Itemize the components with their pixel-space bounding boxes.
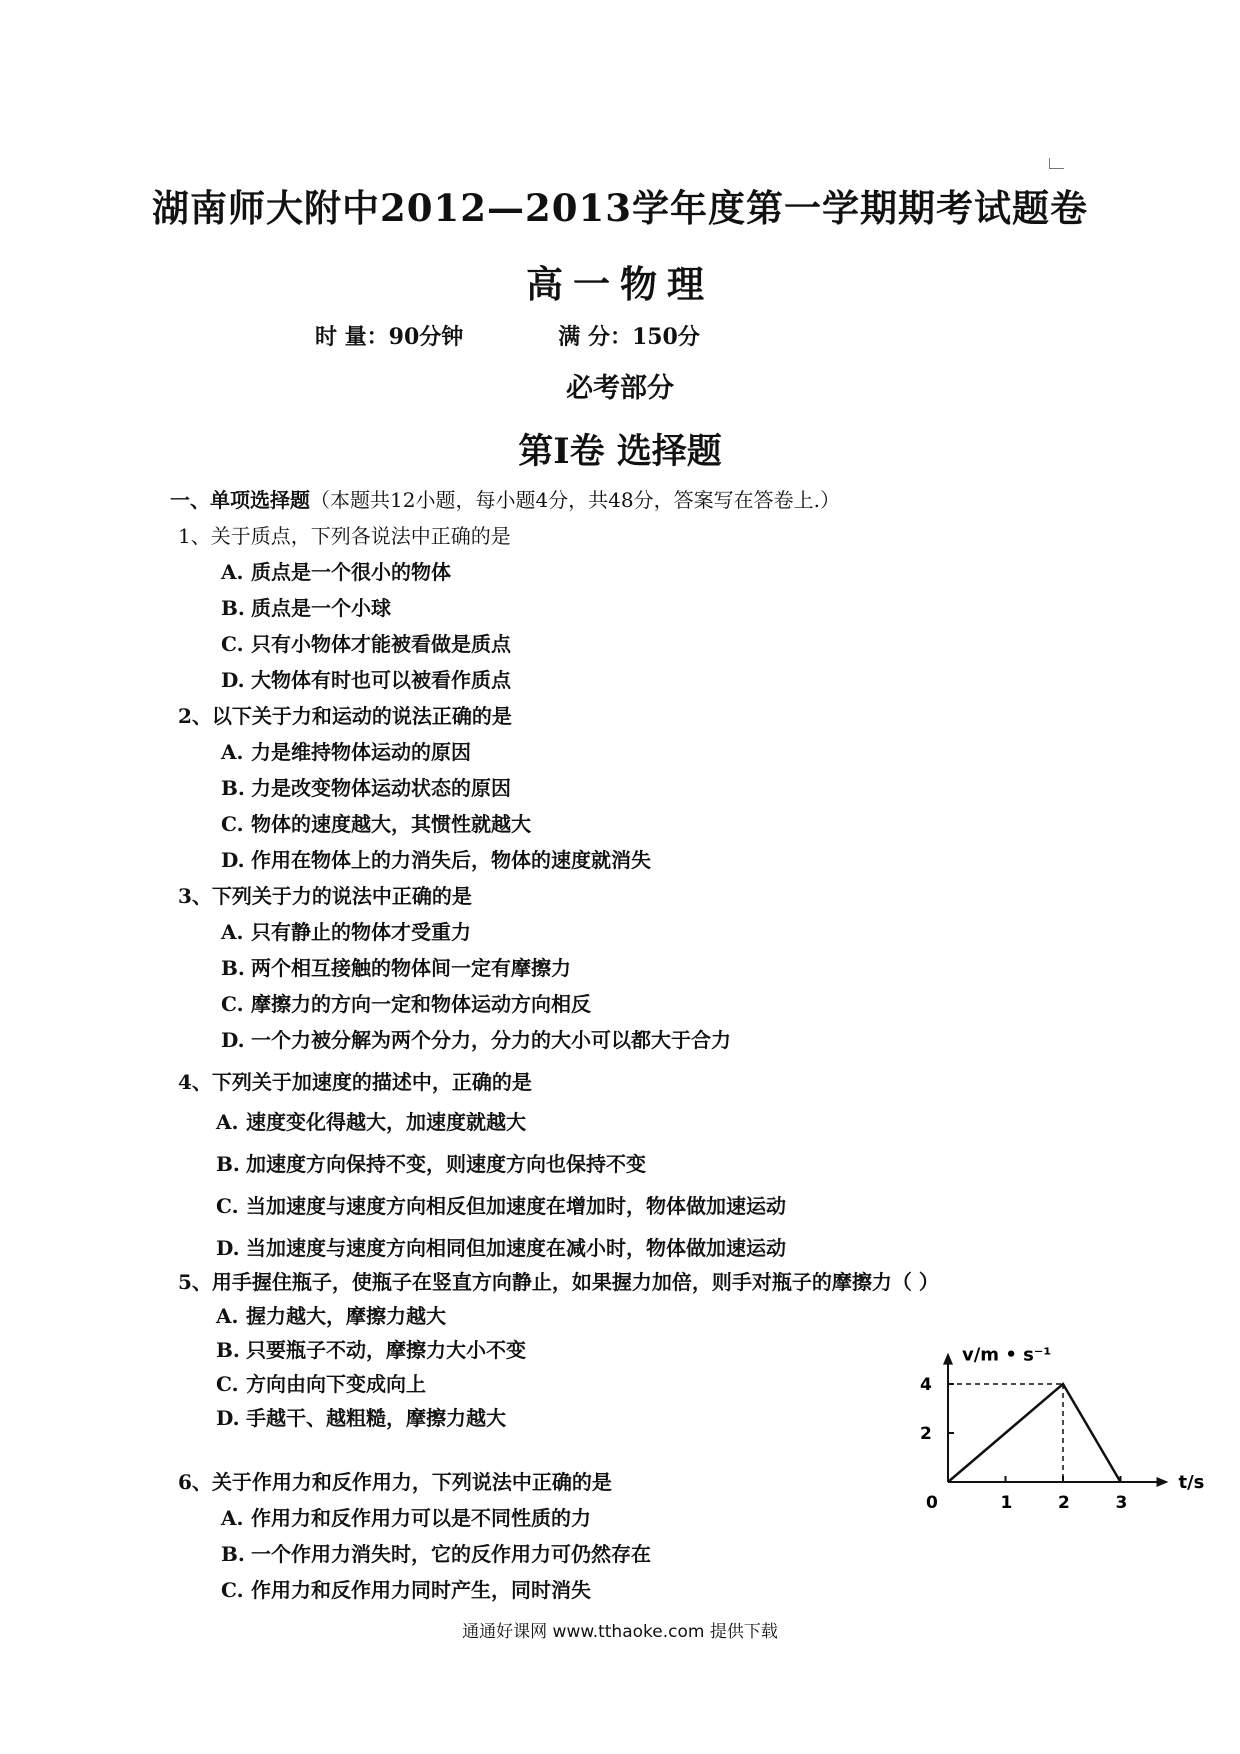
- instructions-heading: 一、单项选择题: [170, 488, 310, 512]
- y-axis-arrow: [943, 1353, 953, 1365]
- question-1-option-a: A. 质点是一个很小的物体: [221, 560, 451, 584]
- question-2-stem: 2、以下关于力和运动的说法正确的是: [178, 704, 512, 728]
- exam-meta: [315, 320, 700, 351]
- question-3-option-c: C. 摩擦力的方向一定和物体运动方向相反: [221, 992, 591, 1016]
- question-4-option-d: D. 当加速度与速度方向相同但加速度在减小时，物体做加速运动: [216, 1236, 786, 1260]
- question-1-option-c: C. 只有小物体才能被看做是质点: [221, 632, 511, 656]
- y-tick-label-4: 4: [920, 1375, 932, 1395]
- question-2-option-b: B. 力是改变物体运动状态的原因: [221, 776, 511, 800]
- question-4-option-c: C. 当加速度与速度方向相反但加速度在增加时，物体做加速运动: [216, 1194, 786, 1218]
- question-6-option-b: B. 一个作用力消失时，它的反作用力可仍然存在: [221, 1542, 651, 1566]
- question-4-option-a: A. 速度变化得越大，加速度就越大: [216, 1110, 526, 1134]
- question-3-option-b: B. 两个相互接触的物体间一定有摩擦力: [221, 956, 571, 980]
- velocity-series-line: [948, 1384, 1121, 1482]
- exam-score: 满 分：150分: [558, 324, 700, 350]
- instructions-detail: （本题共12小题，每小题4分，共48分，答案写在答卷上.）: [310, 488, 840, 512]
- question-6-stem: 6、关于作用力和反作用力，下列说法中正确的是: [178, 1470, 612, 1494]
- section-heading: 必考部分: [566, 373, 674, 404]
- footer-credit: 通通好课网 www.tthaoke.com 提供下载: [462, 1622, 778, 1642]
- question-5-option-b: B. 只要瓶子不动，摩擦力大小不变: [216, 1338, 526, 1362]
- question-2-option-a: A. 力是维持物体运动的原因: [221, 740, 471, 764]
- exam-time: 时 量：90分钟: [315, 324, 464, 350]
- x-axis-arrow: [1157, 1477, 1169, 1487]
- velocity-time-chart: [820, 1320, 1205, 1530]
- question-4-stem: 4、下列关于加速度的描述中，正确的是: [178, 1070, 532, 1094]
- question-5-option-c: C. 方向由向下变成向上: [216, 1372, 426, 1396]
- origin-label: 0: [926, 1493, 938, 1513]
- question-3-option-d: D. 一个力被分解为两个分力，分力的大小可以都大于合力: [221, 1028, 731, 1052]
- x-tick-label-2: 2: [1058, 1493, 1070, 1513]
- question-2-option-c: C. 物体的速度越大，其惯性就越大: [221, 812, 531, 836]
- question-3-stem: 3、下列关于力的说法中正确的是: [178, 884, 472, 908]
- part-title: 第Ⅰ卷 选择题: [518, 431, 722, 472]
- instructions: [170, 484, 840, 513]
- question-5-option-a: A. 握力越大，摩擦力越大: [216, 1304, 446, 1328]
- x-tick-label-3: 3: [1115, 1493, 1128, 1513]
- question-1-option-b: B. 质点是一个小球: [221, 596, 391, 620]
- question-6-option-c: C. 作用力和反作用力同时产生，同时消失: [221, 1578, 591, 1602]
- subject-title: 高一物理: [526, 262, 714, 306]
- question-3-option-a: A. 只有静止的物体才受重力: [221, 920, 471, 944]
- page-corner-mark: [1049, 158, 1064, 169]
- y-axis-label: v/m • s⁻¹: [962, 1344, 1052, 1366]
- question-6-option-a: A. 作用力和反作用力可以是不同性质的力: [221, 1506, 591, 1530]
- x-tick-label-1: 1: [1000, 1493, 1013, 1513]
- question-1-stem: 1、关于质点，下列各说法中正确的是: [178, 524, 511, 548]
- question-4-option-b: B. 加速度方向保持不变，则速度方向也保持不变: [216, 1152, 646, 1176]
- x-axis-label: t/s: [1178, 1472, 1205, 1493]
- exam-title: 湖南师大附中2012—2013学年度第一学期期考试题卷: [152, 186, 1088, 230]
- question-5-option-d: D. 手越干、越粗糙，摩擦力越大: [216, 1406, 506, 1430]
- question-5-stem: 5、用手握住瓶子，使瓶子在竖直方向静止，如果握力加倍，则手对瓶子的摩擦力（ ）: [178, 1270, 939, 1294]
- question-1-option-d: D. 大物体有时也可以被看作质点: [221, 668, 511, 692]
- question-2-option-d: D. 作用在物体上的力消失后，物体的速度就消失: [221, 848, 651, 872]
- y-tick-label-2: 2: [920, 1424, 932, 1444]
